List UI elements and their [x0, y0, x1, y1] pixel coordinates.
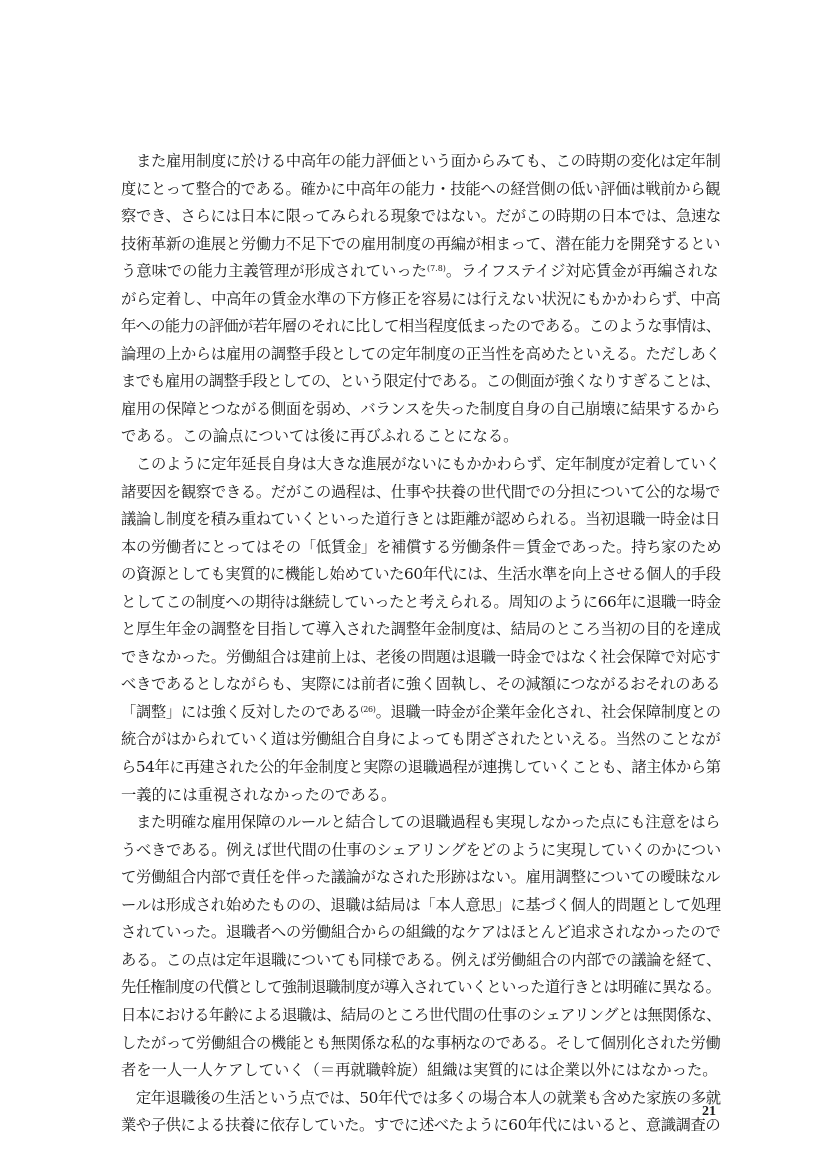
line-text: 技術革新の進展と労働力不足下での雇用制度の再編が相まって、潜在能力を開発するとい	[121, 234, 721, 253]
text-line	[121, 258, 721, 286]
citation-marker: (26)	[360, 704, 376, 714]
line-text: べきであるとしながらも、実際には前者に強く固執し、その減額につながるおそれのある	[121, 675, 721, 694]
text-line	[121, 506, 721, 534]
text-line	[121, 148, 721, 176]
text-line	[121, 782, 721, 810]
text-line	[121, 286, 721, 314]
line-text: 先任権制度の代償として強制退職制度が導入されていくといった道行きとは明確に異なる。	[121, 978, 721, 997]
line-text-continued: 。ライフステイジ対応賃金が再編されな	[445, 262, 719, 281]
line-text: と厚生年金の調整を目指して導入された調整年金制度は、結局のところ当初の目的を達成	[121, 620, 721, 639]
line-text: ら54年に再建された公的年金制度と実際の退職過程が連携していくことも、諸主体から第	[121, 758, 721, 777]
line-text: としてこの制度への期待は継続していったと考えられる。周知のように66年に退職一時金	[121, 592, 721, 611]
text-line	[121, 313, 721, 341]
line-text: 者を一人一人ケアしていく（＝再就職斡旋）組織は実質的には企業以外にはなかった。	[121, 1061, 718, 1080]
line-text: 日本における年齢による退職は、結局のところ世代間の仕事のシェアリングとは無関係な、	[121, 1005, 721, 1024]
line-text: このように定年延長自身は大きな進展がないにもかかわらず、定年制度が定着していく	[121, 455, 721, 474]
line-text: できなかった。労働組合は建前上は、老後の問題は退職一時金ではなく社会保障で対応す	[121, 647, 721, 666]
line-text: したがって労働組合の機能とも無関係な私的な事柄なのである。そして個別化された労働	[121, 1033, 721, 1052]
body-text	[121, 148, 721, 1140]
line-text: 度にとって整合的である。確かに中高年の能力・技能への経営側の低い評価は戦前から観	[121, 179, 721, 198]
text-line	[121, 616, 721, 644]
text-line	[121, 974, 721, 1002]
text-line	[121, 1085, 721, 1113]
line-text: がら定着し、中高年の賃金水準の下方修正を容易には行えない状況にもかかわらず、中高	[121, 289, 721, 308]
line-text: 論理の上からは雇用の調整手段としての定年制度の正当性を高めたといえる。ただしあく	[121, 344, 721, 363]
line-text: ールは形成され始めたものの、退職は結局は「本人意思」に基づく個人的問題として処理	[121, 895, 721, 914]
text-line	[121, 1002, 721, 1030]
text-line	[121, 1057, 721, 1085]
line-text: 雇用の保障とつながる側面を弱め、バランスを失った制度自身の自己崩壊に結果するから	[121, 399, 721, 418]
text-line	[121, 534, 721, 562]
line-text: 察でき、さらには日本に限ってみられる現象ではない。だがこの時期の日本では、急速な	[121, 207, 721, 226]
text-line	[121, 1030, 721, 1058]
text-line	[121, 589, 721, 617]
line-text: 年への能力の評価が若年層のそれに比して相当程度低まったのである。このような事情は、	[121, 317, 721, 336]
line-text: 一義的には重視されなかったのである。	[121, 785, 397, 804]
line-text: 定年退職後の生活という点では、50年代では多くの場合本人の就業も含めた家族の多就	[121, 1088, 721, 1107]
line-text: また明確な雇用保障のルールと結合しての退職過程も実現しなかった点にも注意をはら	[121, 813, 721, 832]
line-text: て労働組合内部で責任を伴った議論がなされた形跡はない。雇用調整についての曖昧なル	[121, 868, 721, 887]
text-line	[121, 231, 721, 259]
text-line	[121, 479, 721, 507]
line-text: 諸要因を観察できる。だがこの過程は、仕事や扶養の世代間での分担について公的な場で	[121, 482, 721, 501]
text-line	[121, 754, 721, 782]
text-line	[121, 671, 721, 699]
text-line	[121, 699, 721, 727]
text-line	[121, 203, 721, 231]
text-line	[121, 396, 721, 424]
text-line	[121, 726, 721, 754]
line-text: 業や子供による扶養に依存していた。すでに述べたように60年代にはいると、意識調査の	[121, 1116, 721, 1135]
line-text-continued: 。退職一時金が企業年金化され、社会保障制度との	[375, 702, 721, 721]
line-text: である。この論点については後に再びふれることになる。	[121, 427, 519, 446]
citation-marker: (7.8)	[426, 264, 446, 274]
text-line	[121, 919, 721, 947]
text-line	[121, 809, 721, 837]
line-text: ある。この点は定年退職についても同様である。例えば労働組合の内部での議論を経て、	[121, 950, 721, 969]
text-line	[121, 368, 721, 396]
text-line	[121, 644, 721, 672]
line-text: また雇用制度に於ける中高年の能力評価という面からみても、この時期の変化は定年制	[121, 152, 721, 170]
page-number: 21	[702, 1104, 716, 1119]
paragraph-lines	[121, 148, 721, 1140]
text-line	[121, 176, 721, 204]
line-text: 統合がはかられていく道は労働組合自身によっても閉ざされたといえる。当然のことなが	[121, 730, 721, 749]
text-line	[121, 451, 721, 479]
text-line	[121, 892, 721, 920]
line-text: う意味での能力主義管理が形成されていった	[121, 262, 427, 281]
text-line	[121, 423, 721, 451]
text-line	[121, 864, 721, 892]
line-text: されていった。退職者への労働組合からの組織的なケアはほとんど追求されなかったので	[121, 923, 721, 942]
line-text: 議論し制度を積み重ねていくといった道行きとは距離が認められる。当初退職一時金は日	[121, 510, 721, 529]
text-line	[121, 561, 721, 589]
line-text: 「調整」には強く反対したのである	[121, 702, 361, 721]
line-text: までも雇用の調整手段としての、という限定付である。この側面が強くなりすぎることは、	[121, 372, 720, 391]
line-text: うべきである。例えば世代間の仕事のシェアリングをどのように実現していくのかについ	[121, 840, 721, 859]
text-line	[121, 1112, 721, 1140]
text-line	[121, 947, 721, 975]
line-text: の資源としても実質的に機能し始めていた60年代には、生活水準を向上させる個人的手段	[121, 565, 721, 584]
text-line	[121, 837, 721, 865]
line-text: 本の労働者にとってはその「低賃金」を補償する労働条件＝賃金であった。持ち家のため	[121, 537, 721, 556]
text-line	[121, 341, 721, 369]
